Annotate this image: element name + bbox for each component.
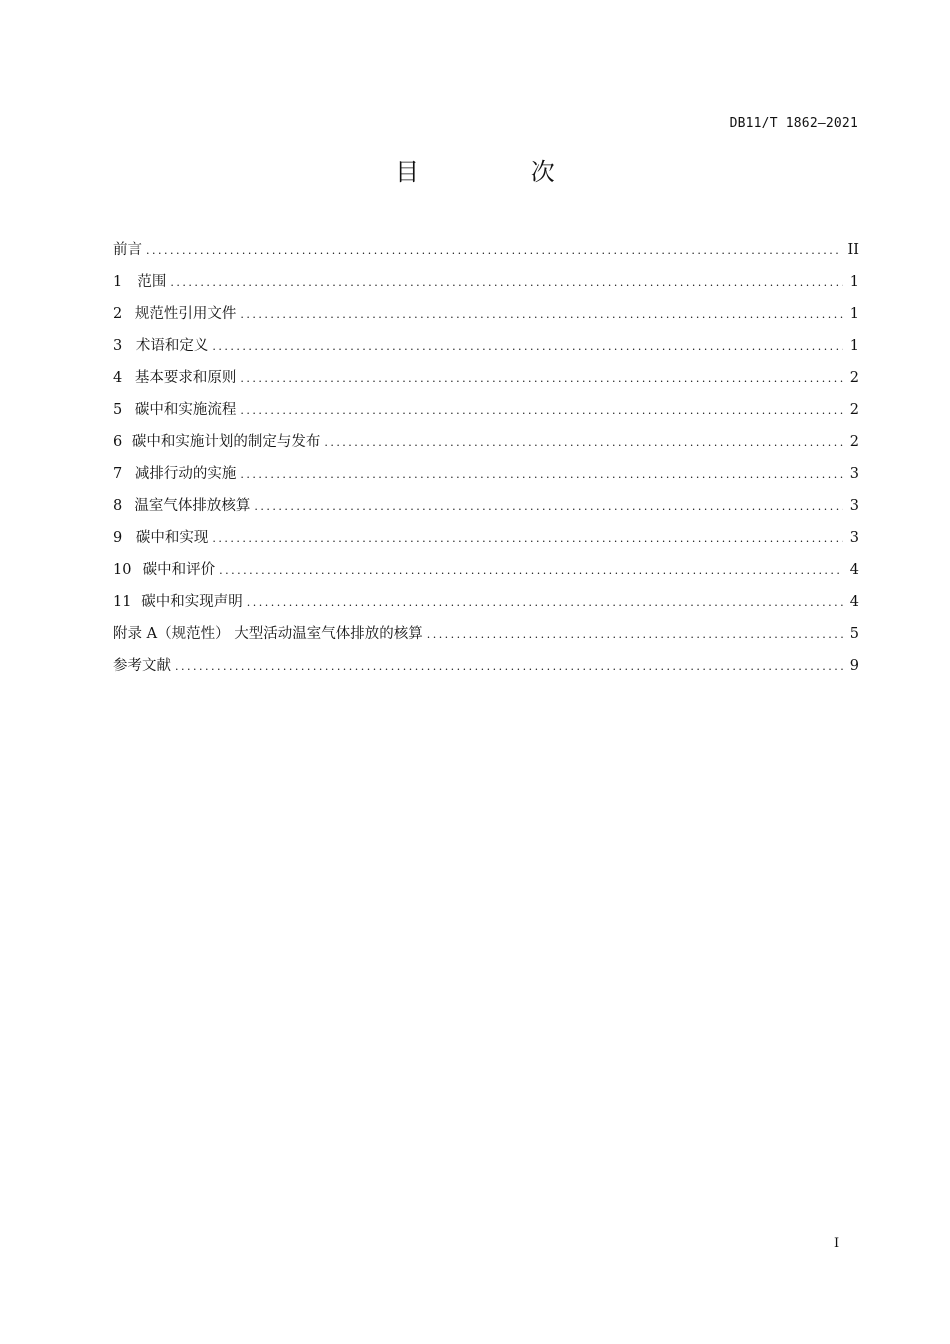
toc-entry-label: 碳中和实现 <box>135 530 209 546</box>
toc-entry-label: 术语和定义 <box>135 338 209 354</box>
toc-leader-dots <box>146 238 842 263</box>
toc-entry-number: 9 <box>113 530 123 546</box>
toc-entry-number: 4 <box>113 370 123 386</box>
toc-entry[interactable] <box>113 334 859 366</box>
toc-entry-label: 基本要求和原则 <box>134 370 237 386</box>
toc-entry[interactable] <box>113 270 859 302</box>
toc-entry-number: 2 <box>113 306 123 322</box>
toc-entry-page: 2 <box>849 434 859 450</box>
toc-entry-number: 5 <box>113 402 123 418</box>
toc-entry-number: 3 <box>113 338 123 354</box>
toc-entry-page: 9 <box>849 658 859 674</box>
toc-leader-dots <box>240 398 843 423</box>
toc-leader-dots <box>240 462 843 487</box>
toc-entry-label: 附录 A（规范性） 大型活动温室气体排放的核算 <box>113 626 423 642</box>
document-code: DB11/T 1862—2021 <box>729 116 858 131</box>
toc-leader-dots <box>247 590 843 615</box>
toc-leader-dots <box>212 334 843 359</box>
toc-entry-page: 1 <box>849 338 859 354</box>
toc-entry-page: 2 <box>849 402 859 418</box>
toc-leader-dots <box>219 558 843 583</box>
toc-entry-label: 温室气体排放核算 <box>134 498 251 514</box>
page-number: I <box>834 1236 840 1251</box>
toc-entry-label: 碳中和实施流程 <box>134 402 237 418</box>
toc-entry-label: 碳中和评价 <box>142 562 216 578</box>
toc-entry-number: 10 <box>113 562 132 578</box>
toc-leader-dots <box>170 270 843 295</box>
toc-leader-dots <box>254 494 843 519</box>
toc-entry[interactable] <box>113 238 859 270</box>
toc-entry-page: 3 <box>849 498 859 514</box>
toc-entry-number: 11 <box>113 594 132 610</box>
toc-entry-label: 范围 <box>137 274 167 290</box>
toc-entry-page: II <box>847 242 859 258</box>
table-of-contents <box>113 238 859 686</box>
toc-entry[interactable] <box>113 430 859 462</box>
toc-entry[interactable] <box>113 462 859 494</box>
toc-entry-page: 5 <box>849 626 859 642</box>
toc-entry[interactable] <box>113 494 859 526</box>
toc-leader-dots <box>240 302 843 327</box>
toc-entry[interactable] <box>113 526 859 558</box>
toc-leader-dots <box>324 430 843 455</box>
toc-entry[interactable] <box>113 398 859 430</box>
toc-entry[interactable] <box>113 302 859 334</box>
toc-entry-label: 参考文献 <box>113 658 171 674</box>
toc-entry-page: 3 <box>849 466 859 482</box>
toc-leader-dots <box>427 622 843 647</box>
toc-entry[interactable] <box>113 558 859 590</box>
toc-leader-dots <box>240 366 843 391</box>
toc-entry-number: 1 <box>113 274 123 290</box>
toc-entry-page: 3 <box>849 530 859 546</box>
toc-entry-number: 7 <box>113 466 123 482</box>
toc-entry[interactable] <box>113 366 859 398</box>
toc-entry-label: 前言 <box>113 242 142 258</box>
toc-entry-page: 2 <box>849 370 859 386</box>
toc-leader-dots <box>212 526 843 551</box>
toc-entry-label: 规范性引用文件 <box>134 306 237 322</box>
page-title: 目 次 <box>395 158 607 186</box>
toc-entry-label: 减排行动的实施 <box>134 466 237 482</box>
toc-entry-label: 碳中和实施计划的制定与发布 <box>131 434 321 450</box>
toc-entry-label: 碳中和实现声明 <box>141 594 243 610</box>
toc-entry-page: 4 <box>849 594 859 610</box>
toc-entry-number: 6 <box>113 434 123 450</box>
toc-entry-number: 8 <box>113 498 123 514</box>
toc-entry[interactable] <box>113 622 859 654</box>
toc-entry[interactable] <box>113 590 859 622</box>
toc-leader-dots <box>175 654 843 679</box>
toc-entry-page: 4 <box>849 562 859 578</box>
toc-entry-page: 1 <box>849 306 859 322</box>
toc-entry[interactable] <box>113 654 859 686</box>
toc-entry-page: 1 <box>849 274 859 290</box>
